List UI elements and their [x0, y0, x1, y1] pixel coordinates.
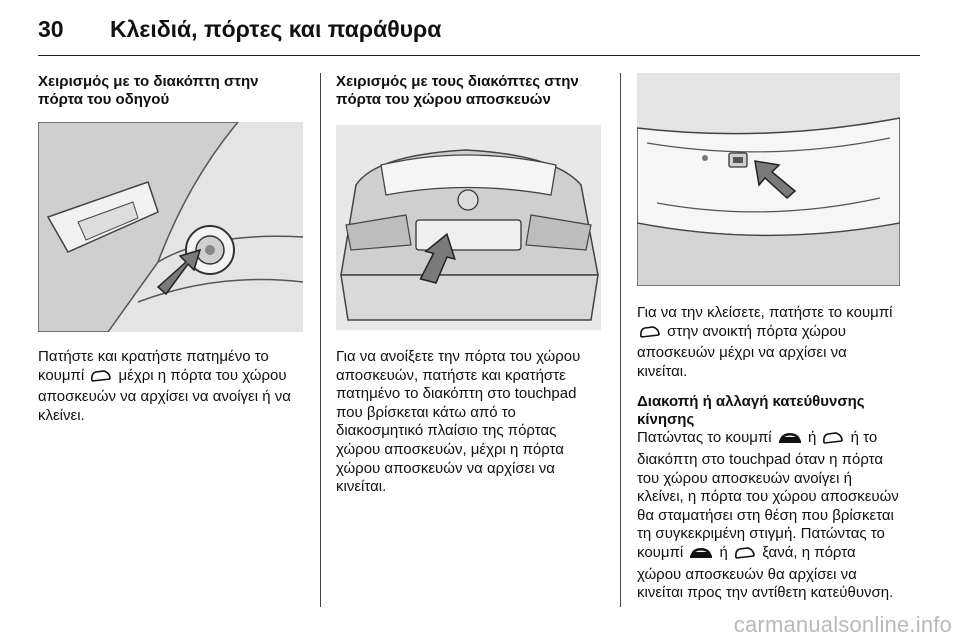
page-number: 30: [38, 16, 64, 42]
tailgate-open-icon: [639, 325, 661, 345]
tailgate-open-icon: [822, 431, 844, 451]
stop-reverse-paragraph: [637, 429, 900, 602]
close-text-part1: Για να την κλείσετε, πατήστε το κουμπί: [637, 304, 893, 321]
page-title: Κλειδιά, πόρτες και παράθυρα: [110, 16, 442, 42]
instruction-text-part1: Πατήστε και κρατήστε πατημένο το κουμπί: [38, 348, 269, 384]
instruction-text-part2: μέχρι η πόρτα του χώρου αποσκευών να αρχίσει να ανοίγει ή να κλείνει.: [38, 366, 291, 424]
stop-text-part2: ή το διακόπτη στο touchpad όταν η πόρτα του χώρου αποσκευών ανοίγει ή κλείνει, η πόρτα του χώρου αποσκευών θα σταματήσει στη θέση που βρίσκεται τη συγκεκριμένη στιγμή. Πατώντας το κουμπί: [637, 429, 899, 561]
stop-text-or-2: ή: [719, 543, 728, 561]
tailgate-open-icon: [90, 369, 112, 389]
section-heading: Διακοπή ή αλλαγή κατεύθυνσης κίνησης: [637, 393, 865, 429]
tailgate-interior-close-button-illustration: [637, 73, 900, 286]
close-text-part2: στην ανοικτή πόρτα χώρου αποσκευών μέχρι να αρχίσει να κινείται.: [637, 322, 847, 380]
section-heading: Χειρισμός με τους διακόπτες στην πόρτα του χώρου αποσκευών: [336, 73, 579, 108]
stop-text-part3: ξανά, η πόρτα χώρου αποσκευών θα αρχίσει να κινείται προς την αντίθετη κατεύθυνση.: [637, 543, 894, 602]
stop-text-part1: Πατώντας το κουμπί: [637, 429, 772, 447]
instruction-paragraph: Για να ανοίξετε την πόρτα του χώρου αποσκευών, πατήστε και κρατήστε πατημένο το διακόπτη στο touchpad που βρίσκεται κάτω από το διακοσμητικό πλαίσιο της πόρτας χώρου αποσκευών, μέχρι η πόρτα χώρου αποσκευών να αρχίσει να κινείται.: [336, 348, 581, 496]
car-remote-icon: [689, 546, 713, 566]
instruction-paragraph: [38, 348, 303, 425]
column-divider-2: [620, 73, 621, 607]
section-close-and-stop: [637, 73, 900, 603]
header-divider: [38, 55, 920, 56]
tailgate-open-icon: [734, 546, 756, 566]
close-paragraph: [637, 304, 900, 381]
page-header: [38, 10, 920, 50]
watermark: carmanualsonline.info: [733, 612, 952, 637]
section-heading: Χειρισμός με το διακόπτη στην πόρτα του οδηγού: [38, 73, 259, 108]
column-divider-1: [320, 73, 321, 607]
stop-text-or-1: ή: [807, 429, 817, 447]
driver-door-switch-illustration: [38, 122, 303, 332]
tailgate-exterior-touchpad-illustration: [336, 125, 601, 330]
section-driver-door: [38, 73, 303, 425]
car-remote-icon: [778, 431, 802, 451]
section-tailgate-switches: [336, 73, 601, 497]
